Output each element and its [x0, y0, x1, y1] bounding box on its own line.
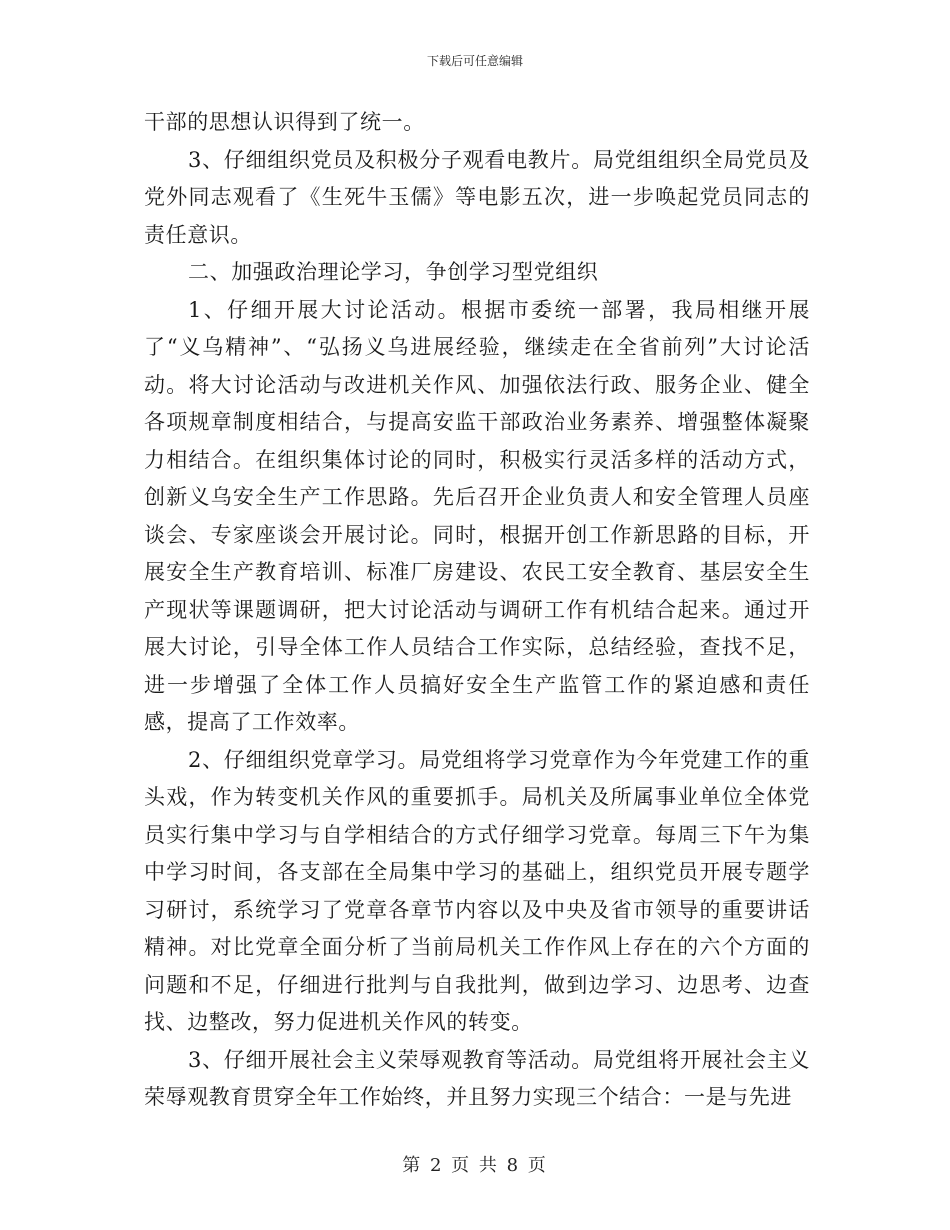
paragraph-item-1-discussion: 1、仔细开展大讨论活动。根据市委统一部署，我局相继开展了“义乌精神”、“弘扬义乌进展经验，继续走在全省前列”大讨论活动。将大讨论活动与改进机关作风、加强依法行政、服务企业、健全各项规章制度相结合，与提高安监干部政治业务素养、增强整体凝聚力相结合。在组织集体讨论的同时，积极实行灵活多样的活动方式，创新义乌安全生产工作思路。先后召开企业负责人和安全管理人员座谈会、专家座谈会开展讨论。同时，根据开创工作新思路的目标，开展安全生产教育培训、标准厂房建设、农民工安全教育、基层安全生产现状等课题调研，把大讨论活动与调研工作有机结合起来。通过开展大讨论，引导全体工作人员结合工作实际，总结经验，查找不足，进一步增强了全体工作人员搞好安全生产监管工作的紧迫感和责任感，提高了工作效率。	[144, 297, 810, 734]
paragraph-item-3-video: 3、仔细组织党员及积极分子观看电教片。局党组组织全局党员及党外同志观看了《生死牛玉儒》等电影五次，进一步唤起党员同志的责任意识。	[144, 147, 810, 247]
document-body	[144, 104, 810, 1117]
paragraph-continuation: 干部的思想认识得到了统一。	[144, 110, 425, 134]
page-number-footer: 第 2 页 共 8 页	[402, 1155, 548, 1176]
paragraph-item-3-honor-education: 3、仔细开展社会主义荣辱观教育等活动。局党组将开展社会主义荣辱观教育贯穿全年工作始终，并且努力实现三个结合：一是与先进	[144, 1047, 810, 1109]
paragraph-item-2-party-charter: 2、仔细组织党章学习。局党组将学习党章作为今年党建工作的重头戏，作为转变机关作风的重要抓手。局机关及所属事业单位全体党员实行集中学习与自学相结合的方式仔细学习党章。每周三下午为集中学习时间，各支部在全局集中学习的基础上，组织党员开展专题学习研讨，系统学习了党章各章节内容以及中央及省市领导的重要讲话精神。对比党章全面分析了当前局机关工作作风上存在的六个方面的问题和不足，仔细进行批判与自我批判，做到边学习、边思考、边查找、边整改，努力促进机关作风的转变。	[144, 747, 810, 1034]
page-header-note: 下载后可任意编辑	[426, 54, 523, 68]
section-heading-2: 二、加强政治理论学习，争创学习型党组织	[188, 260, 599, 284]
